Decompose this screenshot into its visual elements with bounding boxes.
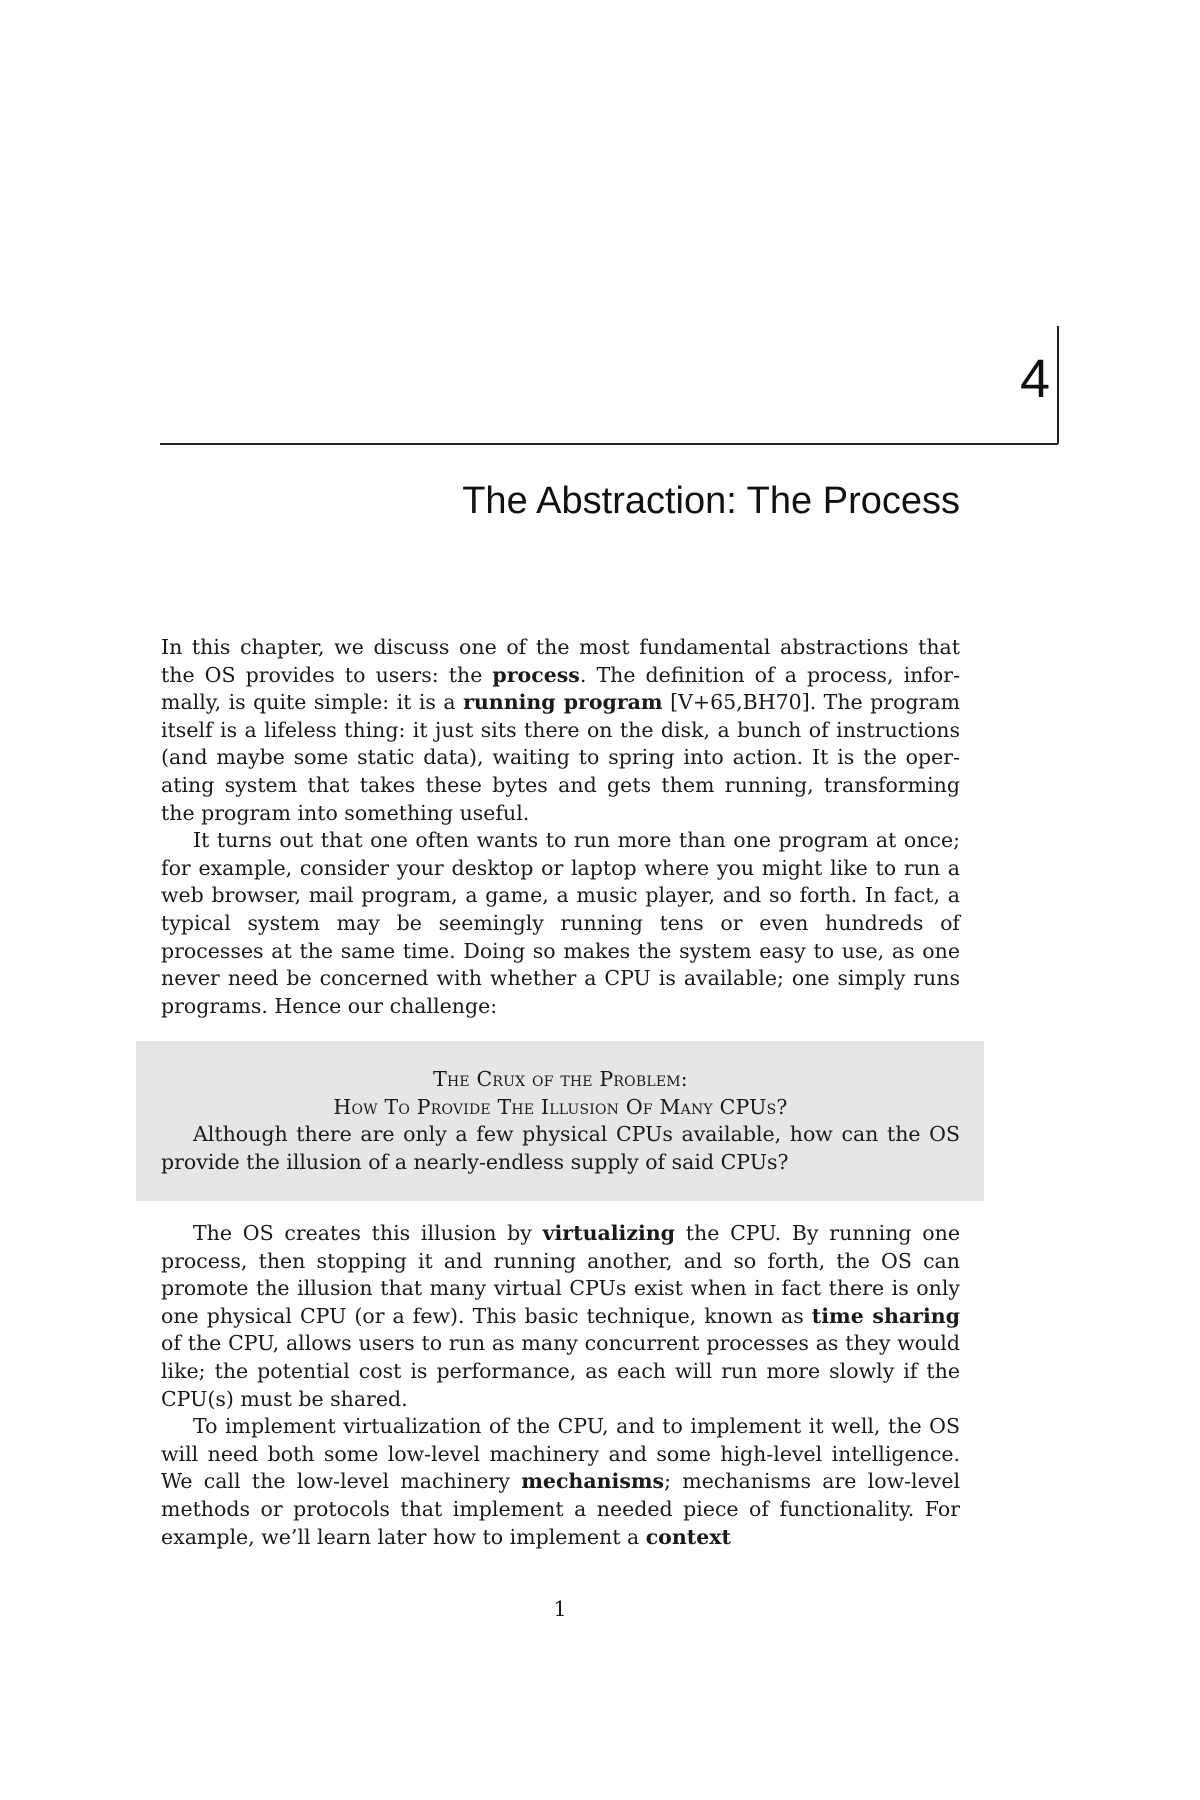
text-span: ; mechanisms are low-level methods or protocols that implement a needed piece of functionality. For example, we’ll learn later how to implement a [161,1469,961,1549]
chapter-title: The Abstraction: The Process [462,480,960,522]
paragraph-mechanisms [161,1413,960,1551]
chapter-rule-horizontal [160,443,1058,445]
text-span: of the CPU, allows users to run as many concurrent processes as they would like; the potential cost is performance, as each will run more slowly if the CPU(s) must be shared. [161,1331,960,1411]
text-span: . The definition of a process, informally, is quite simple: it is a [161,662,960,715]
page-number: 1 [553,1597,567,1621]
text-span: [V+65,BH70]. The program itself is a lifeless thing: it just sits there on the disk, a bunch of instructions (and maybe some static data), waiting to spring into action. It is the operating system that takes these bytes and gets them running, transforming the program into something useful. [161,690,961,825]
body-text-top [161,634,960,1020]
bold-term-virtualizing: virtualizing [542,1221,676,1245]
body-text-bottom [161,1220,960,1551]
crux-box [136,1041,984,1201]
chapter-rule-vertical [1057,326,1059,444]
bold-term-process: process [492,662,580,687]
paragraph-virtualizing [161,1220,960,1413]
crux-content [161,1066,960,1176]
crux-heading-line-2: How To Provide The Illusion Of Many CPUs? [333,1094,788,1119]
paragraph-many-programs: It turns out that one often wants to run more than one program at once; for example, consider your desktop or laptop where you might like to run a web browser, mail program, a game, a music player, and so forth. In fact, a typical system may be seemingly running tens or even hundreds of processes at the same time. Doing so makes the system easy to use, as one never need be concerned with whether a CPU is available; one simply runs programs. Hence our challenge: [161,828,960,1018]
text-span: the CPU. By running one process, then stopping it and running another, and so forth, the OS can promote the illusion that many virtual CPUs exist when in fact there is only one physical CPU (or a few). This basic technique, known as [161,1221,960,1328]
text-span: To implement virtualization of the CPU, and to implement it well, the OS will need both some low-level machinery and some high-level intelligence. We call the low-level machinery [161,1414,960,1494]
crux-heading-line-1: The Crux of the Problem: [433,1067,688,1091]
crux-text: Although there are only a few physical CPUs available, how can the OS provide the illusion of a nearly-endless supply of said CPUs? [161,1122,960,1174]
chapter-number: 4 [1019,349,1050,409]
bold-term-running-program: running program [463,690,663,715]
text-span: In this chapter, we discuss one of the most fundamental abstractions that the OS provides to users: the [161,635,960,687]
bold-term-mechanisms: mechanisms [521,1469,665,1494]
bold-term-time-sharing: time sharing [811,1303,960,1328]
bold-term-context: context [645,1524,731,1549]
paragraph-intro [161,634,960,827]
text-span: The OS creates this illusion by [193,1221,543,1245]
